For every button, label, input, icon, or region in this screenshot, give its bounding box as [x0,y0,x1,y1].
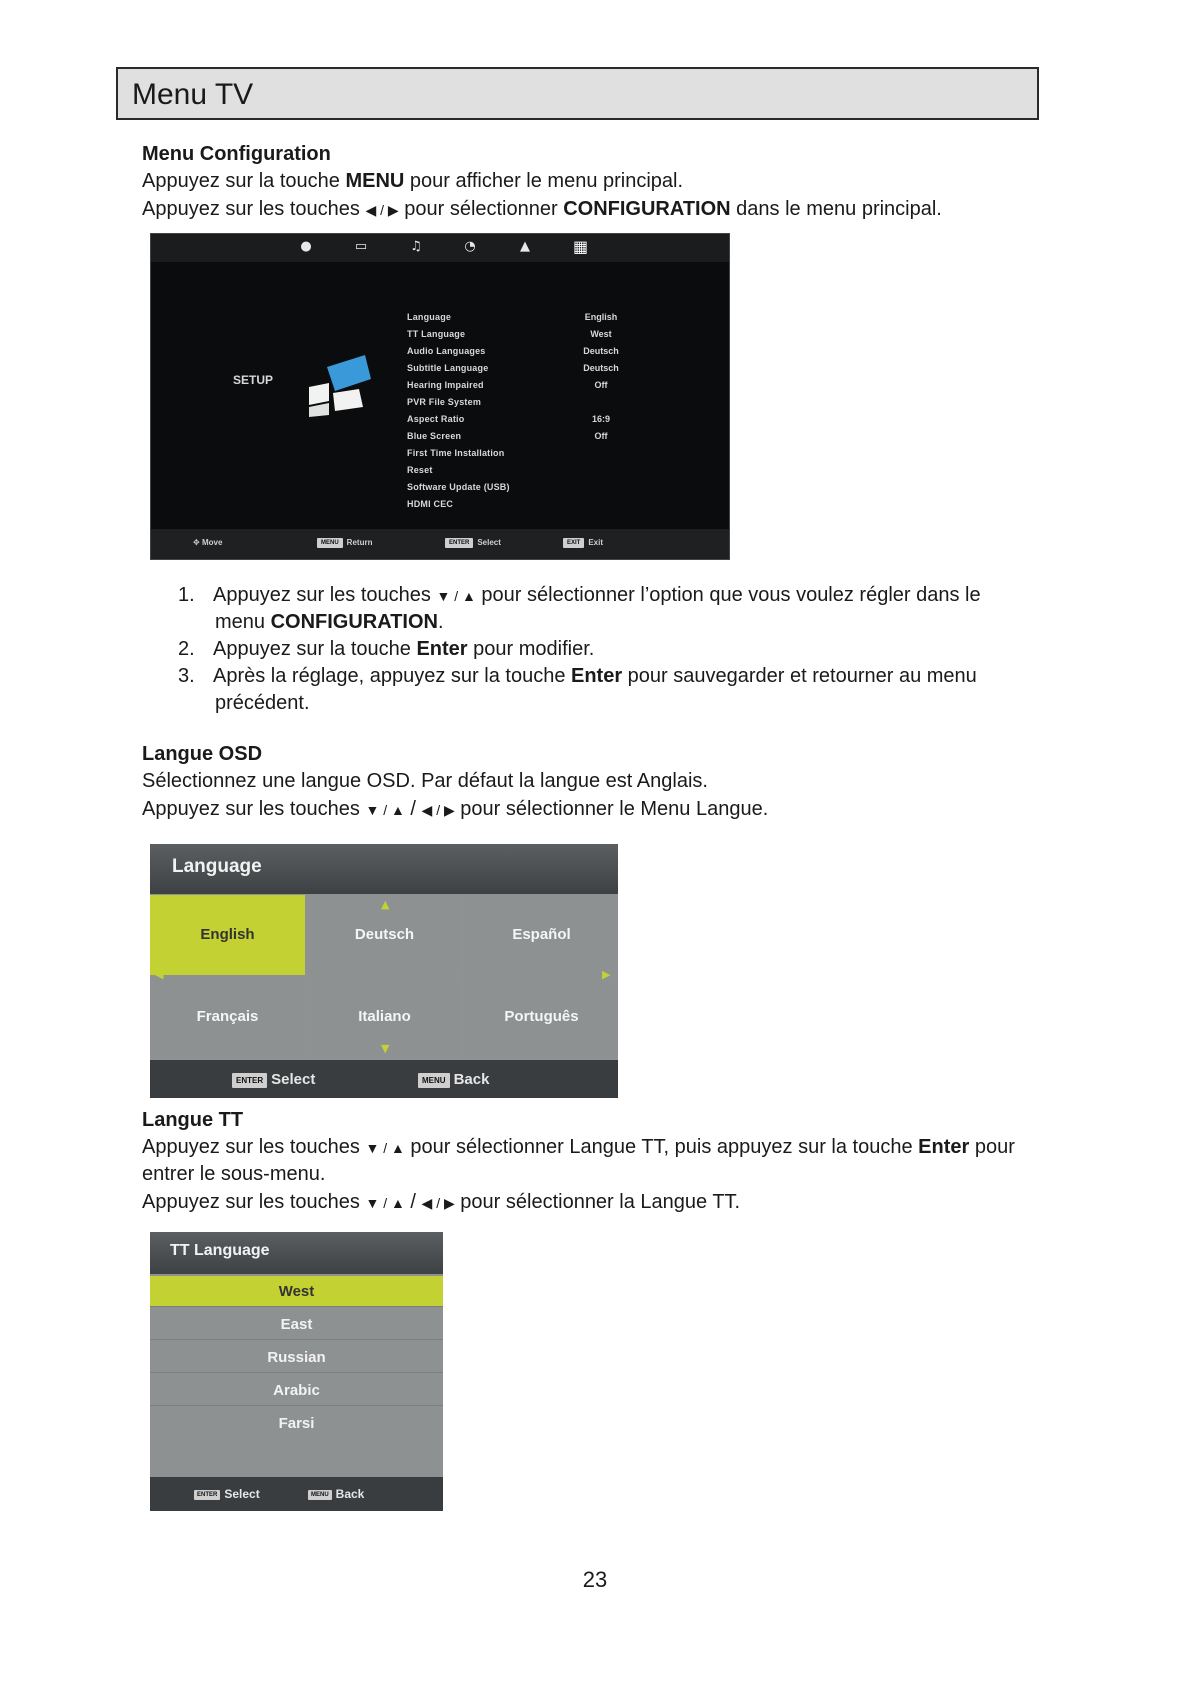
separator: / [404,798,422,820]
setup-option-name: PVR File System [407,397,482,407]
footer-back [418,1071,489,1088]
setup-option-name: Hearing Impaired [407,380,484,390]
footer-exit [563,538,603,548]
music-icon: ♫ [410,239,422,254]
paragraph-tt-language [142,1189,740,1217]
back-label: Back [453,1071,490,1088]
down-up-arrows-icon: ▼ / ▲ [436,588,476,604]
section-heading-langue-tt: Langue TT [142,1109,244,1131]
section-header [116,67,1039,120]
setup-option-name: TT Language [407,329,466,339]
left-right-arrows-icon: ◀ / ▶ [421,1195,455,1211]
enter-key-icon: ENTER [232,1073,267,1088]
grid-icon: ▦ [573,237,589,256]
text-run: pour sélectionner le Menu Langue. [454,798,769,820]
separator: / [404,1191,422,1213]
enter-key-label: Enter [918,1136,970,1158]
left-arrow-icon: ◀ [155,968,164,981]
tt-option-east: East [150,1309,443,1340]
select-label: Select [271,1071,316,1088]
text-run: pour sélectionner la Langue TT. [454,1191,741,1213]
lock-icon: ▲ [520,239,530,254]
exit-label: Exit [588,538,604,548]
back-label: Back [335,1487,365,1501]
tt-option-west: West [150,1276,443,1307]
footer-return [317,538,372,548]
tt-option-farsi: Farsi [278,1415,315,1432]
text-run: Appuyez sur les touches [142,1191,366,1213]
page-title: Menu TV [132,78,254,111]
step-number: 3. [178,665,195,687]
language-option-portugues: Português [464,977,618,1057]
select-label: Select [477,538,501,548]
picture-icon: ● [300,239,312,254]
text-run: . [438,611,444,633]
tt-option-arabic: Arabic [150,1375,443,1406]
setup-option-name: First Time Installation [407,448,505,458]
language-menu-screenshot [150,844,618,1098]
left-right-arrows-icon: ◀ / ▶ [421,802,455,818]
setup-option-name: Software Update (USB) [407,482,510,492]
text-run: Appuyez sur les touches [142,1136,366,1158]
setup-option-value: Off [594,431,608,441]
footer-move [193,538,222,547]
down-up-arrows-icon: ▼ / ▲ [365,1140,405,1156]
paragraph-osd-default: Sélectionnez une langue OSD. Par défaut la langue est Anglais. [142,770,708,792]
setup-option-name: Blue Screen [407,431,462,441]
display-icon: ▭ [354,239,368,254]
text-run: pour modifier. [467,638,595,660]
exit-key-icon: EXIT [563,538,584,548]
setup-top-bar [151,234,729,262]
setup-option-value: Deutsch [583,363,619,373]
setup-option-name: HDMI CEC [407,499,454,509]
text-run: pour [969,1136,1015,1158]
text-run: pour sélectionner l’option que vous voulez régler dans le [475,584,981,606]
footer-select [232,1071,315,1088]
menu-key-icon: MENU [317,538,343,548]
setup-option-value: Off [594,380,608,390]
language-option-italiano: Italiano [307,977,462,1057]
configuration-label: CONFIGURATION [563,198,731,220]
paragraph-osd-select [142,796,768,824]
section-heading-langue-osd: Langue OSD [142,743,263,765]
text-run: Appuyez sur la touche [142,170,346,192]
text-run: Appuyez sur les touches [213,584,437,606]
step-number: 1. [178,584,195,606]
setup-label: SETUP [233,373,274,387]
menu-key-label: MENU [345,170,405,192]
step-number: 2. [178,638,195,660]
step-3-line-2: précédent. [215,692,310,714]
enter-key-icon: ENTER [445,538,473,548]
language-title-bar [150,844,618,894]
setup-footer [151,529,729,559]
paragraph-select-config [142,196,942,224]
setup-menu-screenshot [150,233,730,560]
tt-option-russian: Russian [150,1342,443,1373]
text-run: pour sauvegarder et retourner au menu [622,665,977,687]
down-arrow-icon: ▼ [381,1042,390,1055]
menu-key-icon: MENU [308,1490,332,1500]
text-run: Après la réglage, appuyez sur la touche [213,665,571,687]
return-label: Return [346,538,373,548]
footer-select [194,1487,260,1501]
step-1-line-2 [215,609,444,636]
move-label: Move [201,538,223,547]
tt-footer [150,1477,443,1511]
paragraph-tt-submenu: entrer le sous-menu. [142,1163,326,1185]
text-run: pour sélectionner Langue TT, puis appuyez sur la touche [404,1136,919,1158]
step-1-line-1 [213,582,981,610]
down-up-arrows-icon: ▼ / ▲ [365,802,405,818]
setup-option-name: Audio Languages [407,346,486,356]
setup-option-value: English [584,312,618,322]
tt-language-screenshot [150,1232,443,1511]
language-option-english: English [150,895,305,975]
language-footer [150,1060,618,1098]
enter-key-label: Enter [416,638,468,660]
language-title: Language [172,856,262,877]
setup-option-name: Reset [407,465,433,475]
section-heading-configuration: Menu Configuration [142,143,331,165]
setup-logo-icon [307,349,377,419]
setup-option-name: Language [407,312,452,322]
setup-option-name: Aspect Ratio [407,414,465,424]
setup-option-value: West [590,329,612,339]
menu-key-icon: MENU [418,1073,450,1088]
footer-select [445,538,501,548]
left-right-arrows-icon: ◀ / ▶ [365,202,399,218]
select-label: Select [224,1487,260,1501]
tt-title: TT Language [170,1242,270,1259]
move-arrows-icon: ✥ [193,538,200,547]
setup-option-value: Deutsch [583,346,619,356]
setup-option-value: 16:9 [591,414,610,424]
text-run: pour afficher le menu principal. [404,170,684,192]
enter-key-icon: ENTER [194,1490,220,1500]
down-up-arrows-icon: ▼ / ▲ [365,1195,405,1211]
footer-back [308,1487,364,1501]
text-run: menu [215,611,271,633]
text-run: Appuyez sur les touches [142,198,366,220]
step-3-line-1 [213,663,977,690]
language-option-deutsch: Deutsch [307,895,462,975]
configuration-label: CONFIGURATION [270,611,438,633]
paragraph-tt-select [142,1134,1015,1162]
step-2 [213,636,594,663]
right-arrow-icon: ▶ [602,968,611,981]
language-option-francais: Français [150,977,305,1057]
paragraph-menu-key [142,168,683,195]
clock-icon: ◔ [464,239,476,254]
text-run: Appuyez sur la touche [213,638,417,660]
language-option-espanol: Español [464,895,618,975]
text-run: pour sélectionner [398,198,564,220]
enter-key-label: Enter [571,665,623,687]
setup-option-name: Subtitle Language [407,363,489,373]
text-run: dans le menu principal. [730,198,942,220]
text-run: Appuyez sur les touches [142,798,366,820]
tt-title-bar [150,1232,443,1274]
page-number: 23 [582,1567,608,1592]
up-arrow-icon: ▲ [381,898,390,911]
